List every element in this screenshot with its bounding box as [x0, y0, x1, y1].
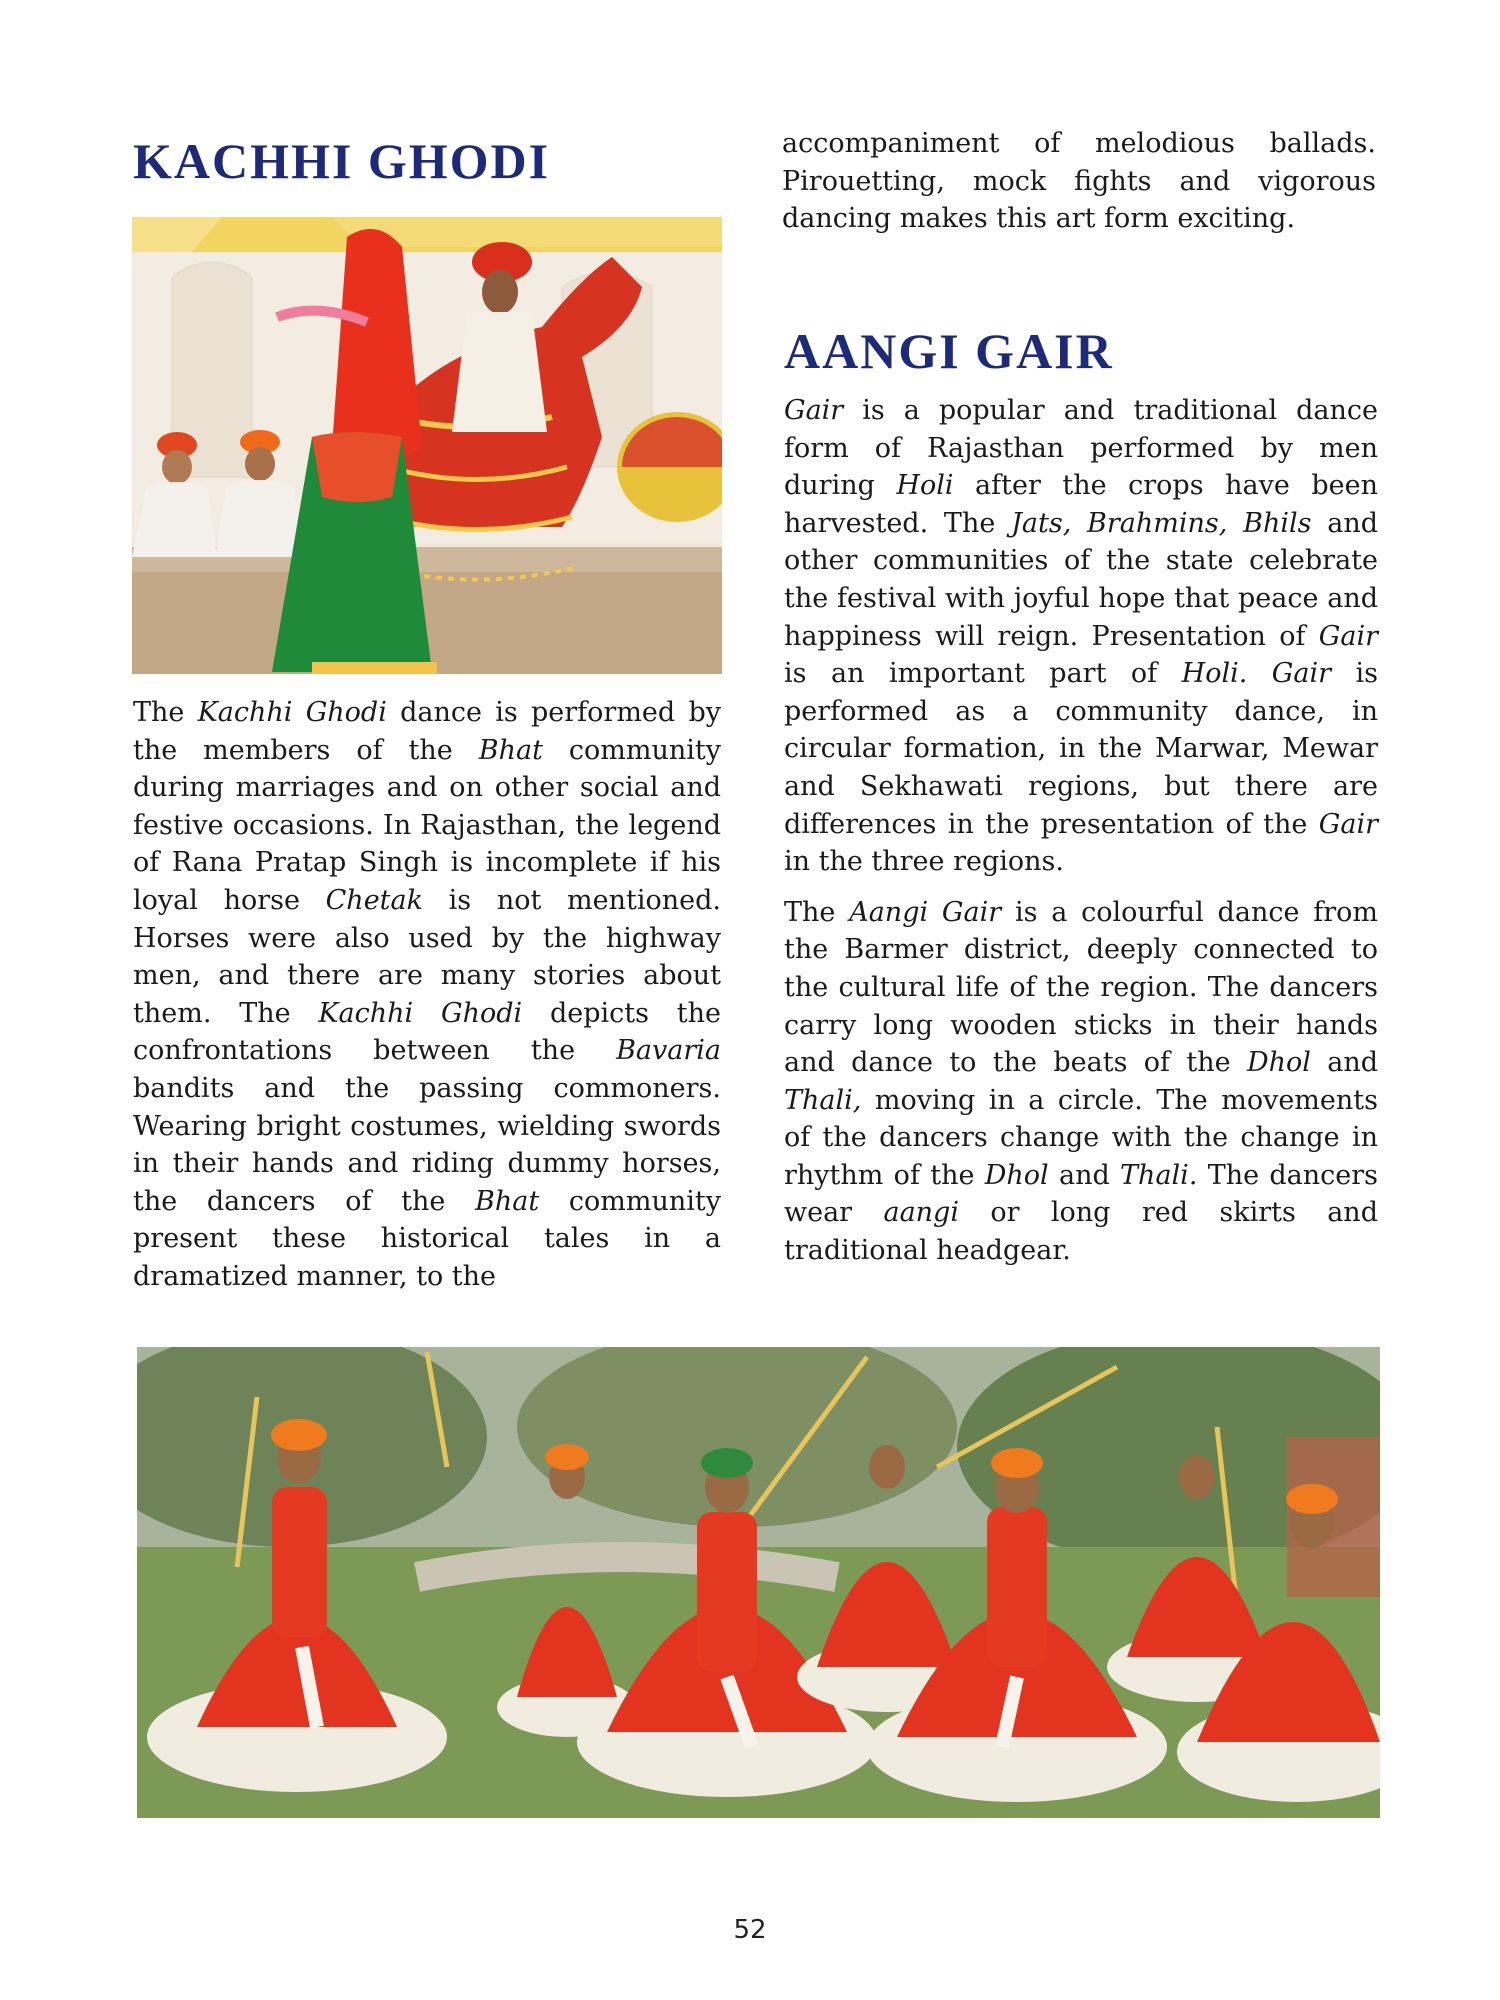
- heading-kachhi-ghodi: KACHHI GHODI: [133, 133, 551, 189]
- photo-aangi-gair-dancers: [137, 1347, 1380, 1818]
- paragraph-gair: Gair is a popular and traditional dance form of Rajasthan performed by men during Holi after the crops have been harvested. The Jats, Brahmins, Bhils and other communities of the state celebrate the festival with joyful hope that peace and happiness will reign. Presentation of Gair is an important part of Holi. Gair is performed as a community dance, in circular formation, in the Marwar, Mewar and Sekhawati regions, but there are differences in the presentation of the Gair in the three regions.: [784, 395, 1378, 878]
- page-number: 52: [733, 1915, 767, 1945]
- paragraph-kachhi-ghodi-continued: accompaniment of melodious ballads. Pirouetting, mock fights and vigorous dancing makes this art form exciting.: [782, 128, 1376, 235]
- paragraph-kachhi-ghodi: The Kachhi Ghodi dance is performed by the members of the Bhat community during marriages and on other social and festive occasions. In Rajasthan, the legend of Rana Pratap Singh is incomplete if his loyal horse Chetak is not mentioned. Horses were also used by the highway men, and there are many stories about them. The Kachhi Ghodi depicts the confrontations between the Bavaria bandits and the passing commoners. Wearing bright costumes, wielding swords in their hands and riding dummy horses, the dancers of the Bhat community present these historical tales in a dramatized manner, to the: [133, 697, 721, 1292]
- aangi-gair-text: [784, 392, 1378, 1283]
- paragraph-aangi-gair: The Aangi Gair is a colourful dance from the Barmer district, deeply connected to the cultural life of the region. The dancers carry long wooden sticks in their hands and dance to the beats of the Dhol and Thali, moving in a circle. The movements of the dancers change with the change in rhythm of the Dhol and Thali. The dancers wear aangi or long red skirts and traditional headgear.: [784, 896, 1379, 1267]
- heading-aangi-gair: AANGI GAIR: [784, 323, 1114, 379]
- photo-kachhi-ghodi-dancers: [132, 217, 722, 674]
